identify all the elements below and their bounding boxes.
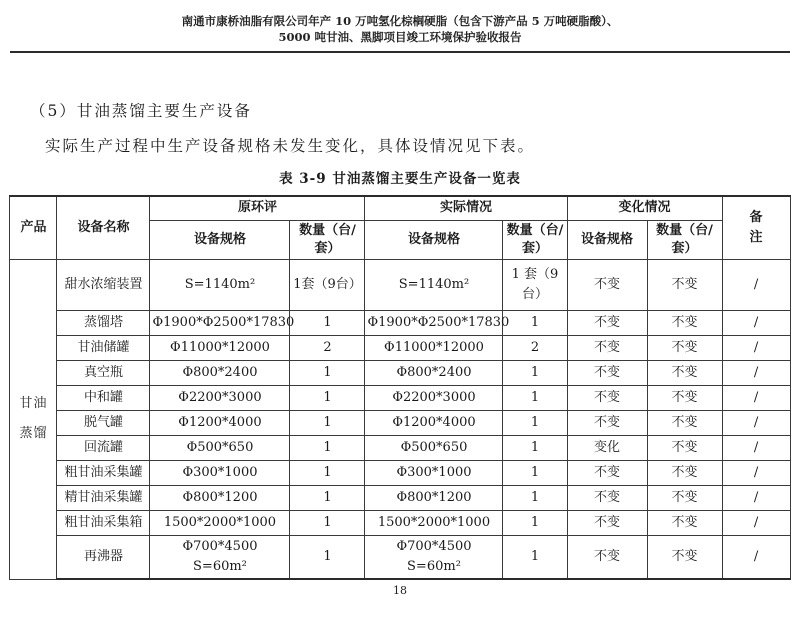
change-qty-cell: 不变 <box>647 310 722 335</box>
remark-cell: / <box>722 510 790 535</box>
header-spec-original: 设备规格 <box>150 220 290 259</box>
orig-qty-cell: 1 <box>290 385 365 410</box>
actual-qty-cell: 1 <box>503 310 567 335</box>
header-product: 产品 <box>10 196 57 259</box>
device-name-cell: 精甘油采集罐 <box>57 485 150 510</box>
table-row <box>10 360 790 385</box>
change-qty-cell: 不变 <box>647 335 722 360</box>
change-spec-cell: 不变 <box>567 460 647 485</box>
remark-cell: / <box>722 460 790 485</box>
product-cell: 甘油蒸馏 <box>10 259 57 579</box>
actual-qty-cell: 1 <box>503 435 567 460</box>
table-caption: 表 3-9 甘油蒸馏主要生产设备一览表 <box>279 171 521 187</box>
actual-spec-cell: Φ300*1000 <box>365 460 503 485</box>
device-name-cell: 真空瓶 <box>57 360 150 385</box>
actual-qty-cell: 1 <box>503 485 567 510</box>
remark-cell: / <box>722 485 790 510</box>
orig-qty-cell: 1 <box>290 435 365 460</box>
remark-cell: / <box>722 385 790 410</box>
actual-qty-cell: 1 <box>503 385 567 410</box>
remark-cell: / <box>722 360 790 385</box>
actual-qty-cell: 1 套（9 台） <box>503 259 567 310</box>
actual-spec-cell: Φ1200*4000 <box>365 410 503 435</box>
change-spec-cell: 不变 <box>567 259 647 310</box>
report-header-line1: 南通市康桥油脂有限公司年产 10 万吨氢化棕榈硬脂（包含下游产品 5 万吨硬脂酸）、 <box>181 14 619 28</box>
change-qty-cell: 不变 <box>647 410 722 435</box>
table-row <box>10 510 790 535</box>
change-qty-cell: 不变 <box>647 510 722 535</box>
orig-qty-cell: 1套（9台） <box>290 259 365 310</box>
remark-cell: / <box>722 410 790 435</box>
orig-qty-cell: 1 <box>290 535 365 579</box>
header-remark: 备注 <box>722 196 790 259</box>
change-qty-cell: 不变 <box>647 485 722 510</box>
remark-cell: / <box>722 335 790 360</box>
actual-qty-cell: 1 <box>503 510 567 535</box>
actual-spec-cell: Φ800*1200 <box>365 485 503 510</box>
change-qty-cell: 不变 <box>647 435 722 460</box>
orig-spec-cell: 1500*2000*1000 <box>150 510 290 535</box>
header-spec-change: 设备规格 <box>567 220 647 259</box>
orig-qty-cell: 2 <box>290 335 365 360</box>
device-name-cell: 回流罐 <box>57 435 150 460</box>
actual-spec-cell: Φ11000*12000 <box>365 335 503 360</box>
orig-spec-cell: Φ700*4500 S=60m² <box>150 535 290 579</box>
remark-cell: / <box>722 535 790 579</box>
actual-spec-cell: S=1140m² <box>365 259 503 310</box>
orig-spec-cell: Φ1900*Φ2500*17830 <box>150 310 290 335</box>
table-row <box>10 535 790 579</box>
header-qty-change: 数量（台/套） <box>647 220 722 259</box>
device-name-cell: 粗甘油采集罐 <box>57 460 150 485</box>
table-row <box>10 335 790 360</box>
orig-spec-cell: Φ11000*12000 <box>150 335 290 360</box>
remark-cell: / <box>722 259 790 310</box>
orig-spec-cell: Φ1200*4000 <box>150 410 290 435</box>
actual-qty-cell: 1 <box>503 460 567 485</box>
header-qty-actual: 数量（台/套） <box>503 220 567 259</box>
header-group-actual: 实际情况 <box>365 196 567 220</box>
actual-spec-cell: Φ500*650 <box>365 435 503 460</box>
section-title: （5）甘油蒸馏主要生产设备 <box>30 102 252 120</box>
orig-qty-cell: 1 <box>290 485 365 510</box>
table-row <box>10 460 790 485</box>
orig-spec-cell: Φ800*2400 <box>150 360 290 385</box>
orig-qty-cell: 1 <box>290 310 365 335</box>
table-header-groups <box>10 196 790 220</box>
change-spec-cell: 不变 <box>567 385 647 410</box>
actual-spec-cell: Φ700*4500 S=60m² <box>365 535 503 579</box>
header-qty-original: 数量（台/套） <box>290 220 365 259</box>
table-row <box>10 485 790 510</box>
orig-spec-cell: Φ500*650 <box>150 435 290 460</box>
orig-qty-cell: 1 <box>290 460 365 485</box>
section-body-text: 实际生产过程中生产设备规格未发生变化，具体设情况见下表。 <box>45 137 536 155</box>
equipment-table <box>9 195 790 580</box>
change-spec-cell: 变化 <box>567 435 647 460</box>
change-spec-cell: 不变 <box>567 360 647 385</box>
change-spec-cell: 不变 <box>567 485 647 510</box>
change-qty-cell: 不变 <box>647 385 722 410</box>
change-qty-cell: 不变 <box>647 259 722 310</box>
orig-qty-cell: 1 <box>290 410 365 435</box>
change-qty-cell: 不变 <box>647 460 722 485</box>
orig-spec-cell: Φ800*1200 <box>150 485 290 510</box>
orig-spec-cell: Φ2200*3000 <box>150 385 290 410</box>
actual-spec-cell: Φ800*2400 <box>365 360 503 385</box>
device-name-cell: 甘油储罐 <box>57 335 150 360</box>
actual-spec-cell: 1500*2000*1000 <box>365 510 503 535</box>
report-header <box>10 0 790 53</box>
change-qty-cell: 不变 <box>647 535 722 579</box>
table-row <box>10 385 790 410</box>
remark-cell: / <box>722 435 790 460</box>
device-name-cell: 再沸器 <box>57 535 150 579</box>
actual-spec-cell: Φ1900*Φ2500*17830 <box>365 310 503 335</box>
actual-qty-cell: 1 <box>503 360 567 385</box>
actual-qty-cell: 1 <box>503 410 567 435</box>
header-spec-actual: 设备规格 <box>365 220 503 259</box>
table-row <box>10 410 790 435</box>
change-spec-cell: 不变 <box>567 510 647 535</box>
actual-spec-cell: Φ2200*3000 <box>365 385 503 410</box>
header-device-name: 设备名称 <box>57 196 150 259</box>
change-spec-cell: 不变 <box>567 410 647 435</box>
device-name-cell: 粗甘油采集箱 <box>57 510 150 535</box>
actual-qty-cell: 2 <box>503 335 567 360</box>
device-name-cell: 甜水浓缩装置 <box>57 259 150 310</box>
device-name-cell: 脱气罐 <box>57 410 150 435</box>
change-spec-cell: 不变 <box>567 535 647 579</box>
orig-qty-cell: 1 <box>290 510 365 535</box>
page-number: 18 <box>393 584 407 597</box>
remark-cell: / <box>722 310 790 335</box>
table-row <box>10 259 790 310</box>
table-row <box>10 435 790 460</box>
orig-qty-cell: 1 <box>290 360 365 385</box>
device-name-cell: 蒸馏塔 <box>57 310 150 335</box>
orig-spec-cell: Φ300*1000 <box>150 460 290 485</box>
change-spec-cell: 不变 <box>567 335 647 360</box>
change-qty-cell: 不变 <box>647 360 722 385</box>
header-group-original: 原环评 <box>150 196 365 220</box>
table-row <box>10 310 790 335</box>
actual-qty-cell: 1 <box>503 535 567 579</box>
header-group-change: 变化情况 <box>567 196 722 220</box>
device-name-cell: 中和罐 <box>57 385 150 410</box>
report-header-line2: 5000 吨甘油、黑脚项目竣工环境保护验收报告 <box>278 30 522 44</box>
change-spec-cell: 不变 <box>567 310 647 335</box>
orig-spec-cell: S=1140m² <box>150 259 290 310</box>
